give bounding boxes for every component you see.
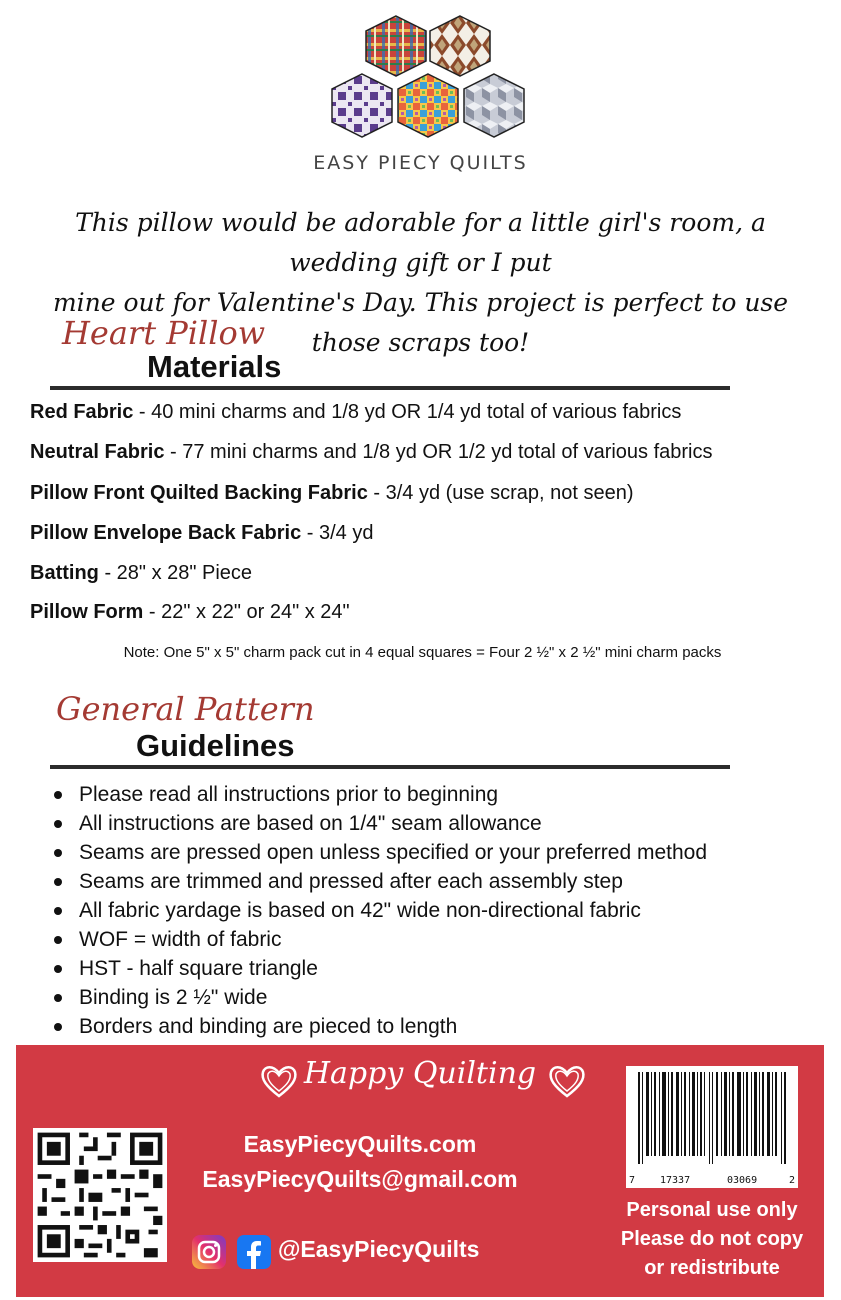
list-item: WOF = width of fabric [54,925,814,954]
social-handle[interactable]: @EasyPiecyQuilts [278,1236,480,1262]
barcode-digits-right: 03069 [727,1175,758,1186]
instagram-icon[interactable] [192,1235,226,1269]
intro-line-1: This pillow would be adorable for a little girl's room, a wedding gift or I put [75,208,766,277]
email-link[interactable]: EasyPiecyQuilts@gmail.com [202,1166,518,1192]
material-item: Neutral Fabric - 77 mini charms and 1/8 yd OR 1/2 yd total of various fabrics [30,441,713,463]
list-item: HST - half square triangle [54,954,814,983]
material-item: Pillow Envelope Back Fabric - 3/4 yd [30,522,374,544]
brand-name: EASY PIECY QUILTS [313,152,528,174]
personal-use-line-3: or redistribute [644,1257,780,1279]
guidelines-heading: Guidelines [136,728,295,763]
personal-use-line-1: Personal use only [626,1199,798,1221]
personal-use-line-2: Please do not copy [620,1228,804,1250]
materials-heading: Materials [147,349,282,384]
guidelines-script-title: General Pattern [56,690,315,728]
material-item: Batting - 28" x 28" Piece [30,562,253,584]
list-item: All instructions are based on 1/4" seam allowance [54,809,814,838]
materials-note: Note: One 5" x 5" charm pack cut in 4 equal squares = Four 2 ½" x 2 ½" mini charm packs [123,644,722,661]
guidelines-list [54,780,814,1041]
guidelines-divider [50,765,730,769]
list-item: All fabric yardage is based on 42" wide non-directional fabric [54,896,814,925]
intro-line-2: mine out for Valentine's Day. This project is perfect to use those scraps too! [52,288,789,357]
material-item: Pillow Front Quilted Backing Fabric - 3/4 yd (use scrap, not seen) [30,482,634,504]
barcode-bars [638,1072,788,1164]
easy-piecy-quilts-logo [322,12,534,172]
qr-code[interactable] [33,1128,167,1262]
list-item: Please read all instructions prior to beginning [54,780,814,809]
heart-icon [546,1060,588,1102]
barcode-digits-left: 17337 [660,1175,691,1186]
list-item: Seams are pressed open unless specified or your preferred method [54,838,814,867]
barcode-digit-last: 2 [789,1175,796,1186]
list-item: Borders and binding are pieced to length [54,1012,814,1041]
barcode-digit-first: 7 [629,1175,636,1186]
facebook-icon[interactable] [237,1235,271,1269]
list-item: Binding is 2 ½" wide [54,983,814,1012]
materials-script-title: Heart Pillow [62,314,266,352]
materials-divider [50,386,730,390]
list-item: Seams are trimmed and pressed after each assembly step [54,867,814,896]
barcode [626,1066,798,1188]
website-link[interactable]: EasyPiecyQuilts.com [243,1131,477,1157]
material-item: Pillow Form - 22" x 22" or 24" x 24" [30,601,350,623]
personal-use-notice [604,1196,820,1283]
happy-quilting-text: Happy Quilting [303,1056,537,1091]
material-item: Red Fabric - 40 mini charms and 1/8 yd OR 1/4 yd total of various fabrics [30,401,682,423]
